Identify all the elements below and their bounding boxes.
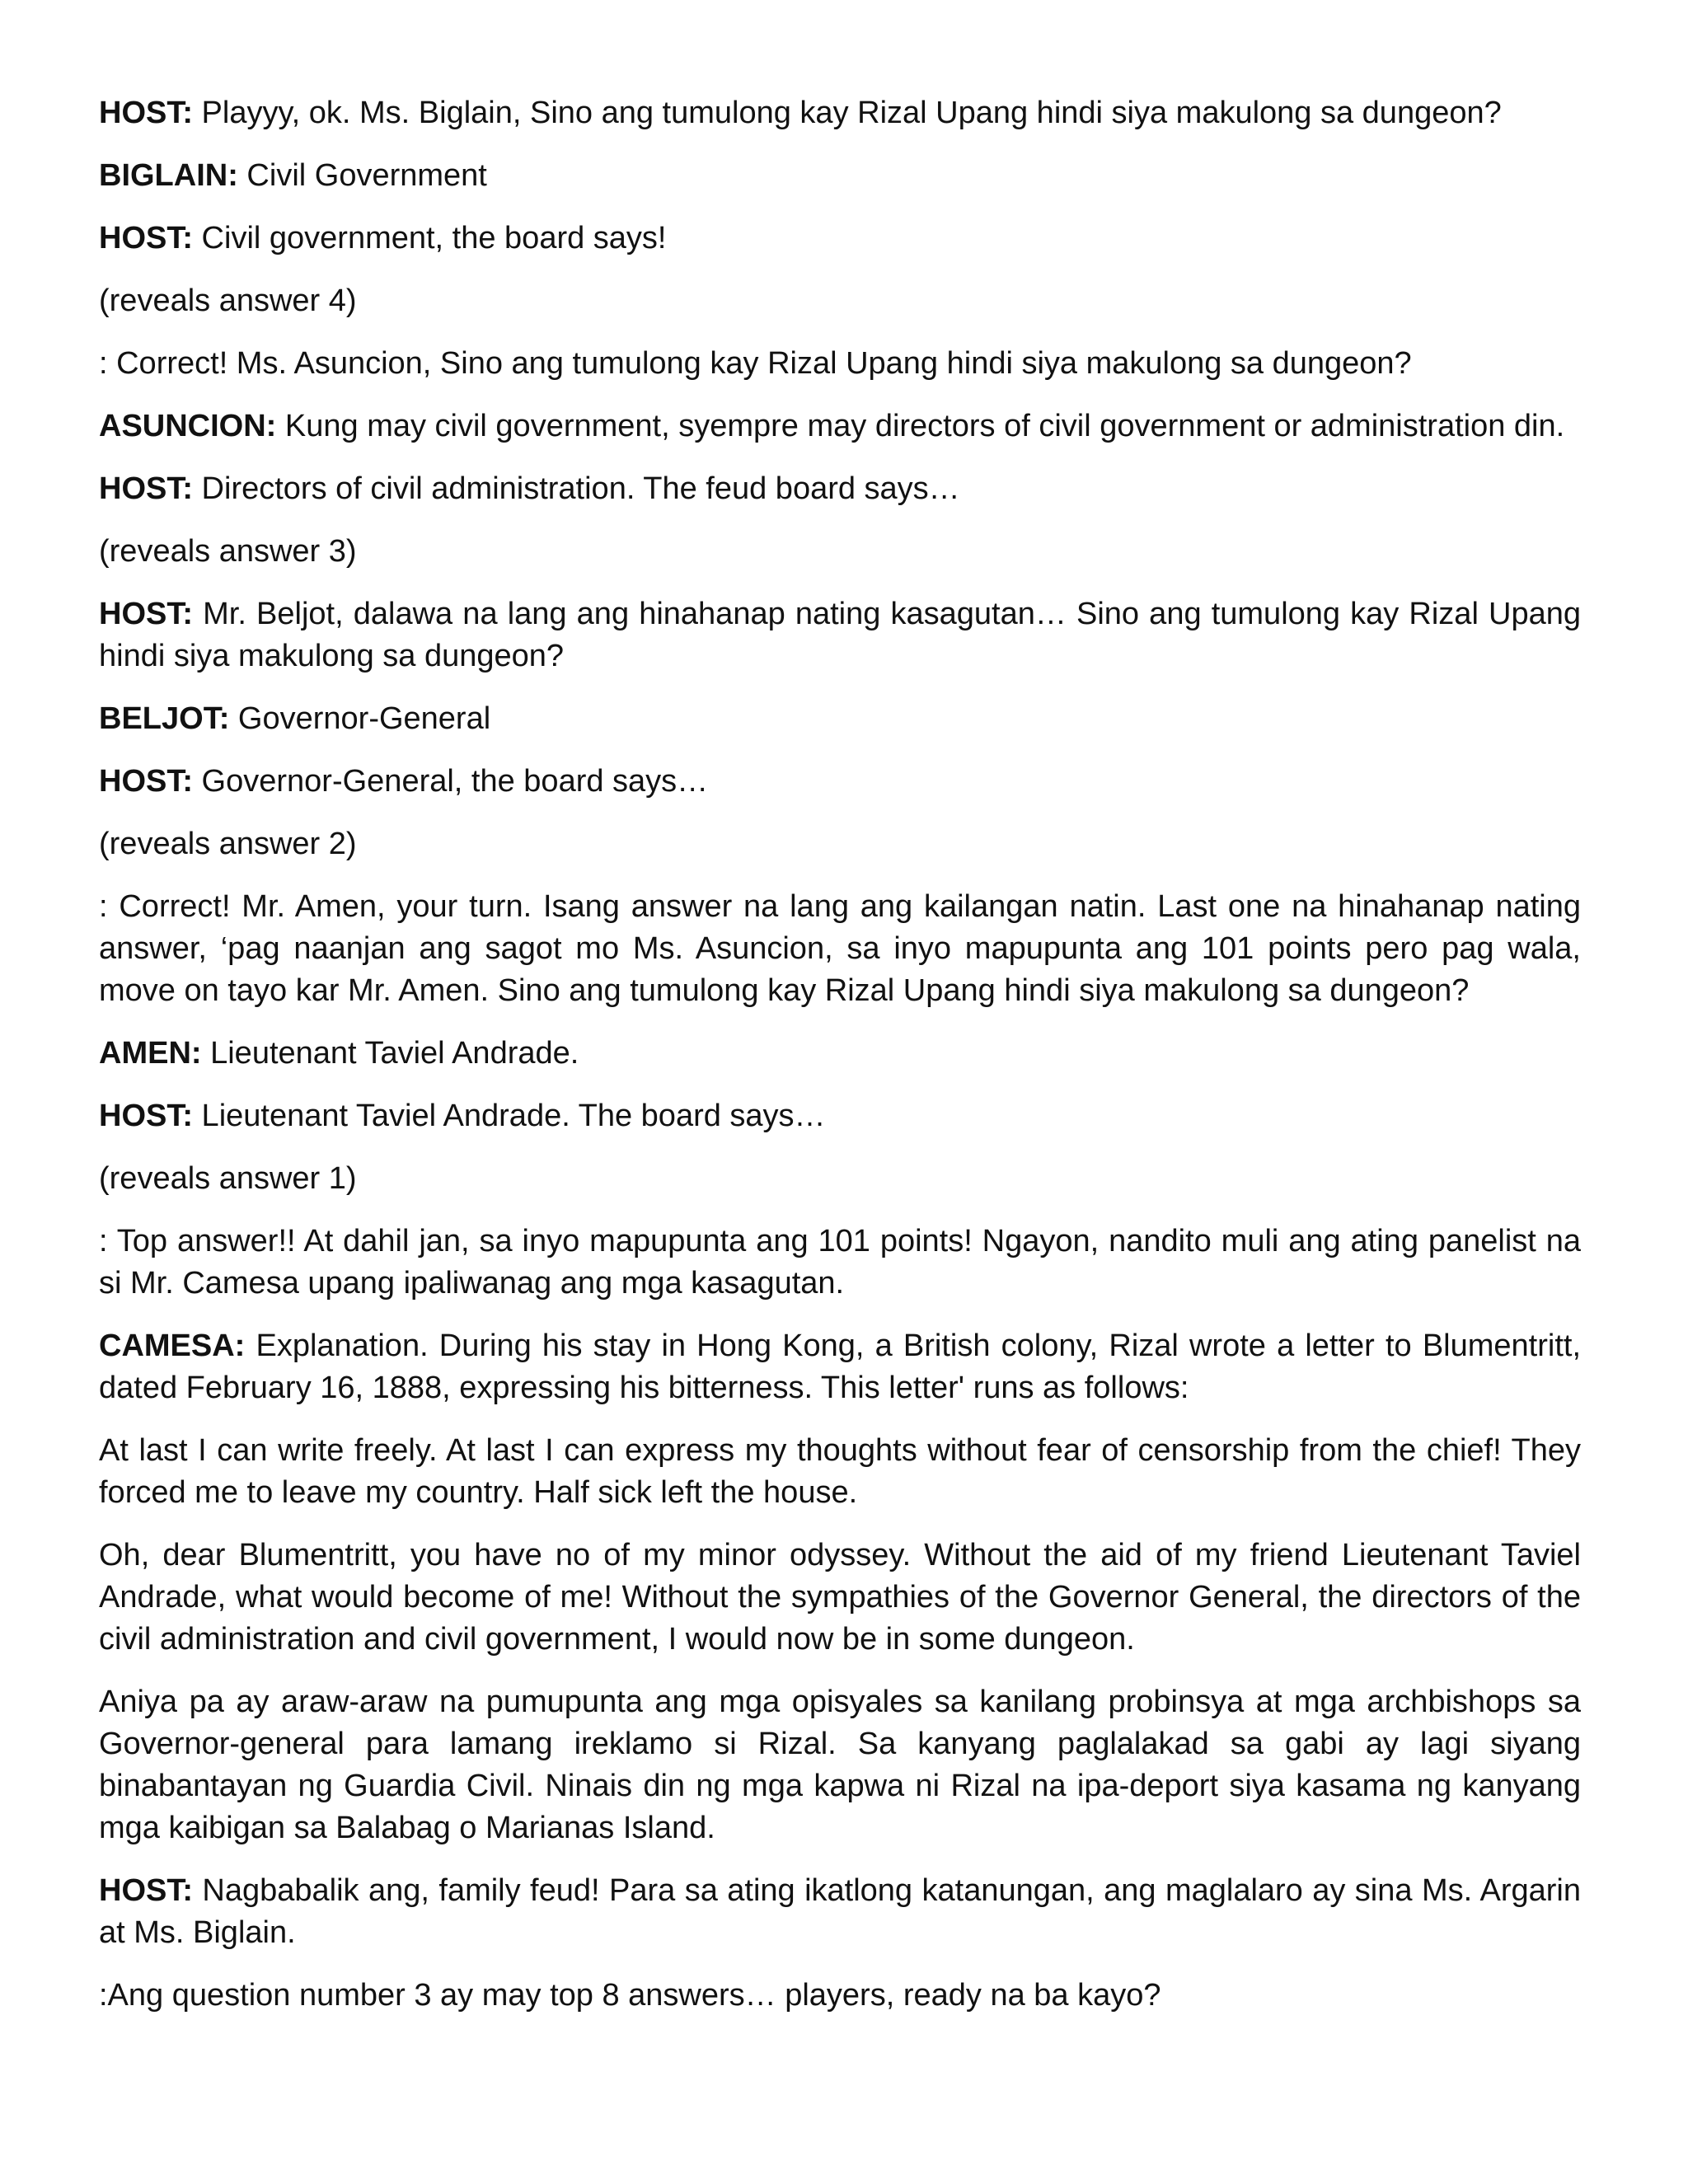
paragraph-text: Kung may civil government, syempre may directors of civil government or administration din.: [276, 409, 1565, 443]
dialogue-paragraph: [99, 698, 1581, 740]
paragraph-text: Playyy, ok. Ms. Biglain, Sino ang tumulong kay Rizal Upang hindi siya makulong sa dungeon?: [193, 96, 1502, 130]
stage-direction: [99, 1158, 1581, 1200]
dialogue-paragraph: [99, 1221, 1581, 1305]
speaker-label: HOST:: [99, 221, 193, 255]
paragraph-text: Aniya pa ay araw-araw na pumupunta ang mga opisyales sa kanilang probinsya at mga archbishops sa Governor-general para lamang ireklamo si Rizal. Sa kanyang paglalakad sa gabi ay lagi siyang binabantayan ng Guardia Civil. Ninais din ng mga kapwa ni Rizal na ipa-deport siya kasama ng kanyang mga kaibigan sa Balabag o Marianas Island.: [99, 1685, 1581, 1845]
dialogue-paragraph: [99, 761, 1581, 803]
paragraph-text: Explanation. During his stay in Hong Kong, a British colony, Rizal wrote a letter to Blumentritt, dated February 16, 1888, expressing his bitterness. This letter' runs as follows:: [99, 1329, 1581, 1405]
paragraph-text: Mr. Beljot, dalawa na lang ang hinahanap nating kasagutan… Sino ang tumulong kay Rizal Upang hindi siya makulong sa dungeon?: [99, 597, 1581, 673]
dialogue-paragraph: [99, 343, 1581, 385]
paragraph-text: Civil government, the board says!: [193, 221, 667, 255]
paragraph-text: Directors of civil administration. The feud board says…: [193, 471, 960, 506]
speaker-label: ASUNCION:: [99, 409, 277, 443]
dialogue-paragraph: [99, 405, 1581, 448]
stage-direction: [99, 280, 1581, 322]
speaker-label: HOST:: [99, 96, 193, 130]
dialogue-paragraph: [99, 155, 1581, 197]
stage-direction: [99, 823, 1581, 865]
narration-paragraph: [99, 1681, 1581, 1849]
dialogue-paragraph: [99, 886, 1581, 1012]
speaker-label: BIGLAIN:: [99, 158, 238, 193]
dialogue-paragraph: [99, 1033, 1581, 1075]
paragraph-text: (reveals answer 1): [99, 1161, 357, 1196]
paragraph-text: Governor-General: [229, 701, 491, 736]
dialogue-paragraph: [99, 92, 1581, 134]
speaker-label: CAMESA:: [99, 1329, 246, 1363]
paragraph-text: Nagbabalik ang, family feud! Para sa ating ikatlong katanungan, ang maglalaro ay sina Ms. Argarin at Ms. Biglain.: [99, 1873, 1581, 1950]
dialogue-paragraph: [99, 1325, 1581, 1409]
paragraph-text: At last I can write freely. At last I can express my thoughts without fear of censorship from the chief! They forced me to leave my country. Half sick left the house.: [99, 1433, 1581, 1510]
paragraph-text: (reveals answer 3): [99, 534, 357, 569]
speaker-label: HOST:: [99, 764, 193, 799]
transcript-body: [99, 92, 1581, 2017]
paragraph-text: Lieutenant Taviel Andrade. The board says…: [193, 1099, 826, 1133]
speaker-label: AMEN:: [99, 1036, 202, 1071]
paragraph-text: (reveals answer 2): [99, 827, 357, 861]
paragraph-text: Oh, dear Blumentritt, you have no of my minor odyssey. Without the aid of my friend Lieutenant Taviel Andrade, what would become of me! Without the sympathies of the Governor General, the directors of the civil administration and civil government, I would now be in some dungeon.: [99, 1538, 1581, 1657]
dialogue-paragraph: [99, 1975, 1581, 2017]
dialogue-paragraph: [99, 593, 1581, 677]
letter-paragraph: [99, 1535, 1581, 1661]
dialogue-paragraph: [99, 218, 1581, 260]
paragraph-text: Governor-General, the board says…: [193, 764, 709, 799]
paragraph-text: Lieutenant Taviel Andrade.: [201, 1036, 579, 1071]
speaker-label: HOST:: [99, 1099, 193, 1133]
dialogue-paragraph: [99, 1870, 1581, 1954]
paragraph-text: : Correct! Mr. Amen, your turn. Isang answer na lang ang kailangan natin. Last one na hinahanap nating answer, ‘pag naanjan ang sagot mo Ms. Asuncion, sa inyo mapupunta ang 101 points pero pag wala, move on tayo kar Mr. Amen. Sino ang tumulong kay Rizal Upang hindi siya makulong sa dungeon?: [99, 889, 1581, 1008]
paragraph-text: Civil Government: [237, 158, 487, 193]
speaker-label: HOST:: [99, 1873, 193, 1908]
paragraph-text: : Correct! Ms. Asuncion, Sino ang tumulong kay Rizal Upang hindi siya makulong sa dungeon?: [99, 346, 1412, 381]
stage-direction: [99, 531, 1581, 573]
paragraph-text: (reveals answer 4): [99, 284, 357, 318]
speaker-label: HOST:: [99, 471, 193, 506]
paragraph-text: :Ang question number 3 ay may top 8 answers… players, ready na ba kayo?: [99, 1978, 1161, 2013]
speaker-label: BELJOT:: [99, 701, 230, 736]
dialogue-paragraph: [99, 468, 1581, 510]
paragraph-text: : Top answer!! At dahil jan, sa inyo mapupunta ang 101 points! Ngayon, nandito muli ang ating panelist na si Mr. Camesa upang ipaliwanag ang mga kasagutan.: [99, 1224, 1581, 1301]
speaker-label: HOST:: [99, 597, 193, 631]
dialogue-paragraph: [99, 1095, 1581, 1137]
letter-paragraph: [99, 1430, 1581, 1514]
